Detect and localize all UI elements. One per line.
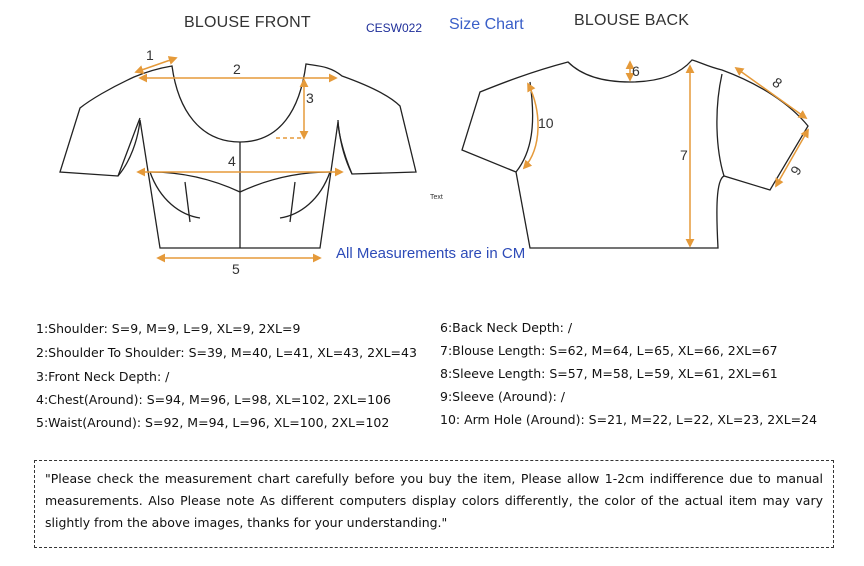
front-number-2: 2 [233,61,241,77]
back-number-9: 9 [786,162,805,178]
measurement-waist: 5:Waist(Around): S=92, M=94, L=96, XL=100, 2XL=102 [36,415,390,430]
back-number-10: 10 [538,115,554,131]
notice-box [34,460,834,548]
measurement-shoulder: 1:Shoulder: S=9, M=9, L=9, XL=9, 2XL=9 [36,321,301,336]
front-number-5: 5 [232,261,240,277]
measurement-chest: 4:Chest(Around): S=94, M=96, L=98, XL=102, 2XL=106 [36,392,391,407]
product-code: CESW022 [366,21,423,35]
small-text-label: Text [430,194,443,201]
front-blouse-outline [60,64,416,248]
notice-text: "Please check the measurement chart carefully before you buy the item, Please allow 1-2cm indifference due to manual measurements. Also Please note As different computers display colors differently, the color of the actual item may vary slightly from the above images, thanks for your understanding." [45,471,823,530]
measurement-arm-hole: 10: Arm Hole (Around): S=21, M=22, L=22, XL=23, 2XL=24 [440,412,818,427]
measurement-sleeve-length: 8:Sleeve Length: S=57, M=58, L=59, XL=61, 2XL=61 [440,366,778,381]
size-chart-title: Size Chart [449,16,524,33]
measurement-sleeve-around: 9:Sleeve (Around): / [440,389,566,404]
measurement-unit-note: All Measurements are in CM [336,245,526,262]
back-arrows [524,62,808,246]
measurement-front-neck-depth: 3:Front Neck Depth: / [36,369,170,384]
front-arrows [136,58,342,258]
front-number-4: 4 [228,153,236,169]
back-title: BLOUSE BACK [574,12,690,29]
front-number-1: 1 [146,47,154,63]
front-number-3: 3 [306,90,314,106]
measurement-blouse-length: 7:Blouse Length: S=62, M=64, L=65, XL=66, 2XL=67 [440,343,778,358]
back-blouse-outline [462,60,808,248]
front-title: BLOUSE FRONT [184,14,311,31]
back-number-7: 7 [680,147,688,163]
measurement-back-neck-depth: 6:Back Neck Depth: / [440,320,573,335]
back-number-6: 6 [632,63,640,79]
measurement-shoulder-to-shoulder: 2:Shoulder To Shoulder: S=39, M=40, L=41, XL=43, 2XL=43 [36,345,417,360]
back-number-8: 8 [769,73,786,92]
